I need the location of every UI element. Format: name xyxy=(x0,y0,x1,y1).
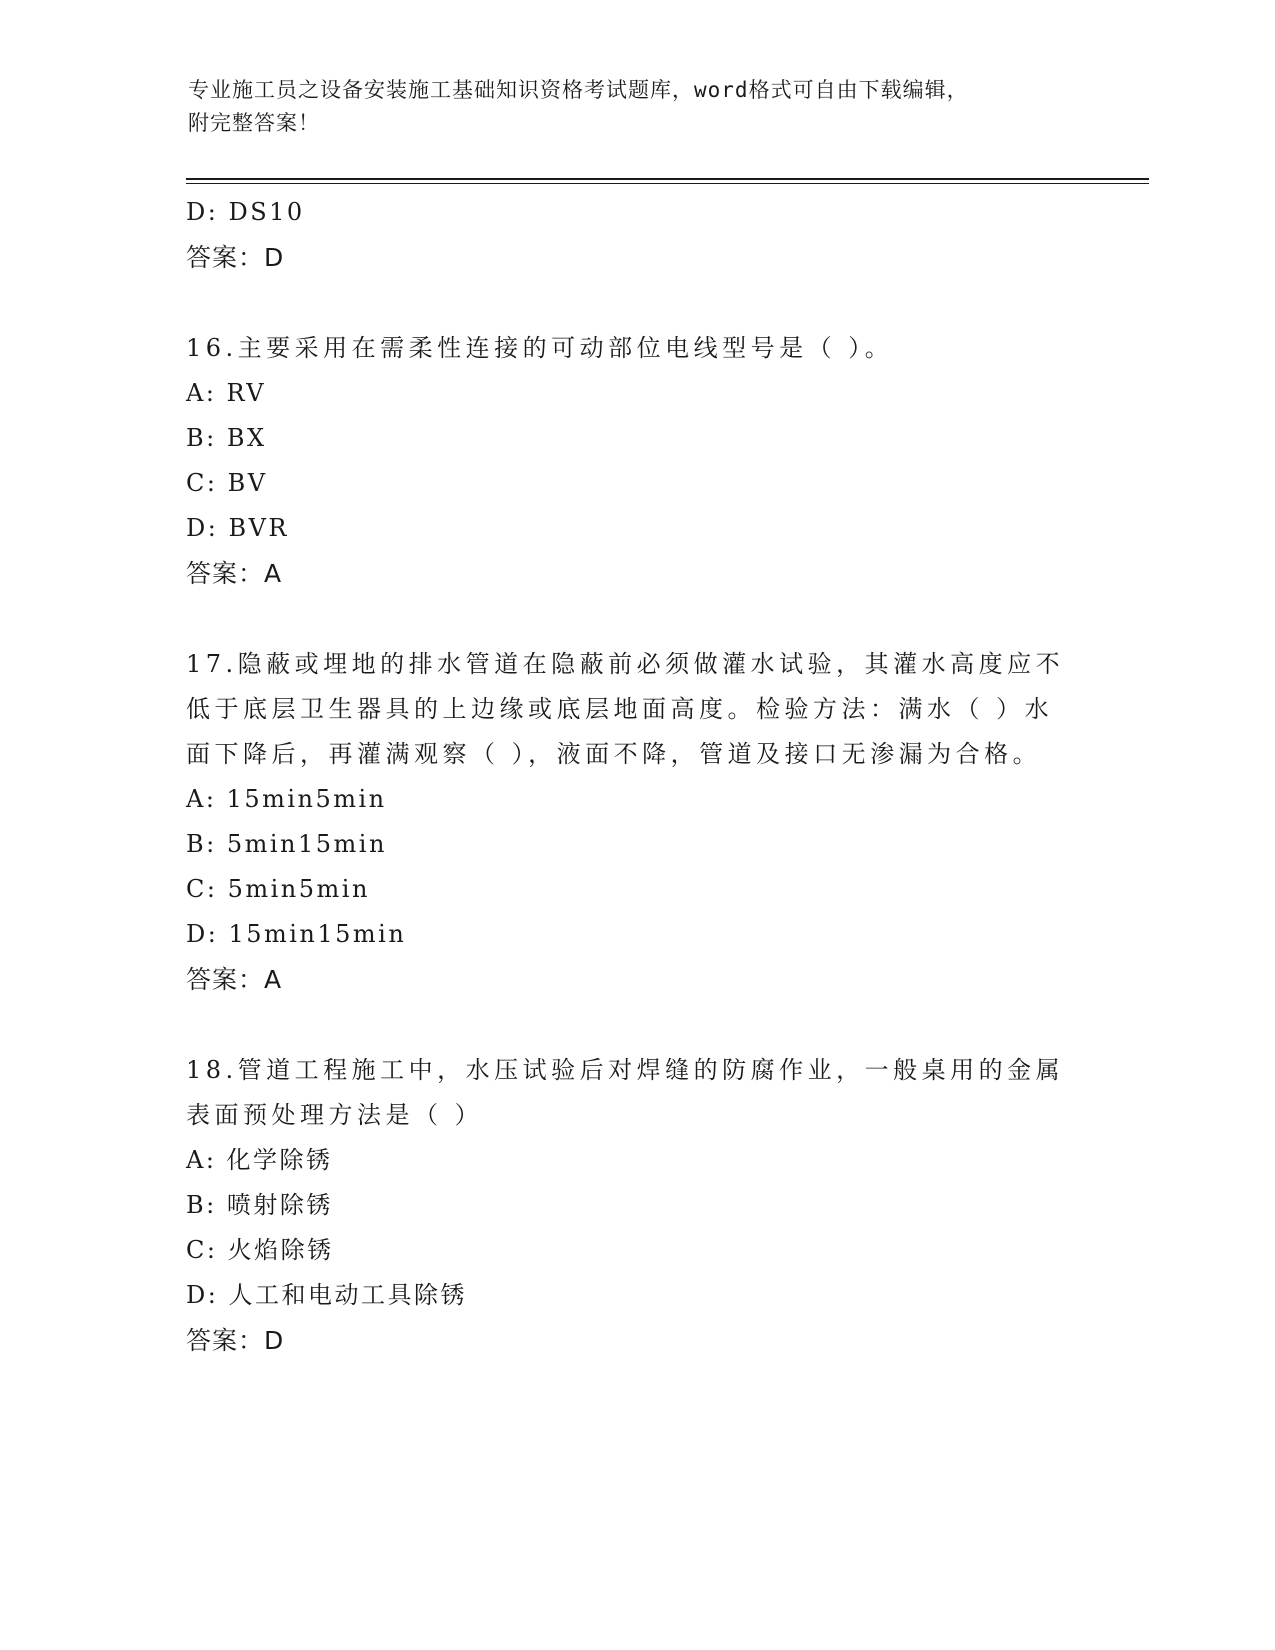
header-divider-thin xyxy=(186,183,1149,184)
answer-line: 答案：A xyxy=(186,965,283,994)
spacer xyxy=(186,1002,1086,1048)
question-stem-line-2: 低于底层卫生器具的上边缘或底层地面高度。检验方法：满水（ ）水 xyxy=(186,695,1054,723)
spacer xyxy=(186,280,1086,326)
question-16 xyxy=(186,326,1086,596)
option-c: C: BV xyxy=(186,469,268,497)
option-d: D: 15min15min xyxy=(186,920,407,948)
document-header xyxy=(188,74,1068,140)
option-c: C: 5min5min xyxy=(186,875,370,903)
header-divider-thick xyxy=(186,178,1149,180)
question-stem-line-1: 18.管道工程施工中，水压试验后对焊缝的防腐作业，一般桌用的金属 xyxy=(186,1056,1065,1084)
option-c: C: 火焰除锈 xyxy=(186,1236,334,1264)
option-b: B: BX xyxy=(186,424,267,452)
question-stem-line-3: 面下降后，再灌满观察（ ），液面不降，管道及接口无渗漏为合格。 xyxy=(186,740,1042,768)
option-d: D: DS10 xyxy=(186,198,305,226)
spacer xyxy=(186,596,1086,642)
previous-question-tail xyxy=(186,190,1086,280)
option-a: A: 15min5min xyxy=(186,785,387,813)
option-b: B: 5min15min xyxy=(186,830,387,858)
header-title-line-2: 附完整答案！ xyxy=(188,111,320,135)
answer-line: 答案：D xyxy=(186,243,285,272)
option-a: A: 化学除锈 xyxy=(186,1146,333,1174)
option-d: D: 人工和电动工具除锈 xyxy=(186,1281,467,1309)
question-stem-line-1: 17.隐蔽或埋地的排水管道在隐蔽前必须做灌水试验，其灌水高度应不 xyxy=(186,650,1065,678)
option-b: B: 喷射除锈 xyxy=(186,1191,333,1219)
question-18 xyxy=(186,1048,1086,1363)
question-stem-line-2: 表面预处理方法是（ ） xyxy=(186,1101,484,1129)
option-a: A: RV xyxy=(186,379,267,407)
question-stem: 16.主要采用在需柔性连接的可动部位电线型号是（ ）。 xyxy=(186,334,894,362)
question-list xyxy=(186,190,1086,1363)
option-d: D: BVR xyxy=(186,514,289,542)
answer-line: 答案：A xyxy=(186,559,283,588)
header-title-line-1: 专业施工员之设备安装施工基础知识资格考试题库，word格式可自由下载编辑， xyxy=(188,78,969,102)
question-17 xyxy=(186,642,1086,1002)
answer-line: 答案：D xyxy=(186,1326,285,1355)
